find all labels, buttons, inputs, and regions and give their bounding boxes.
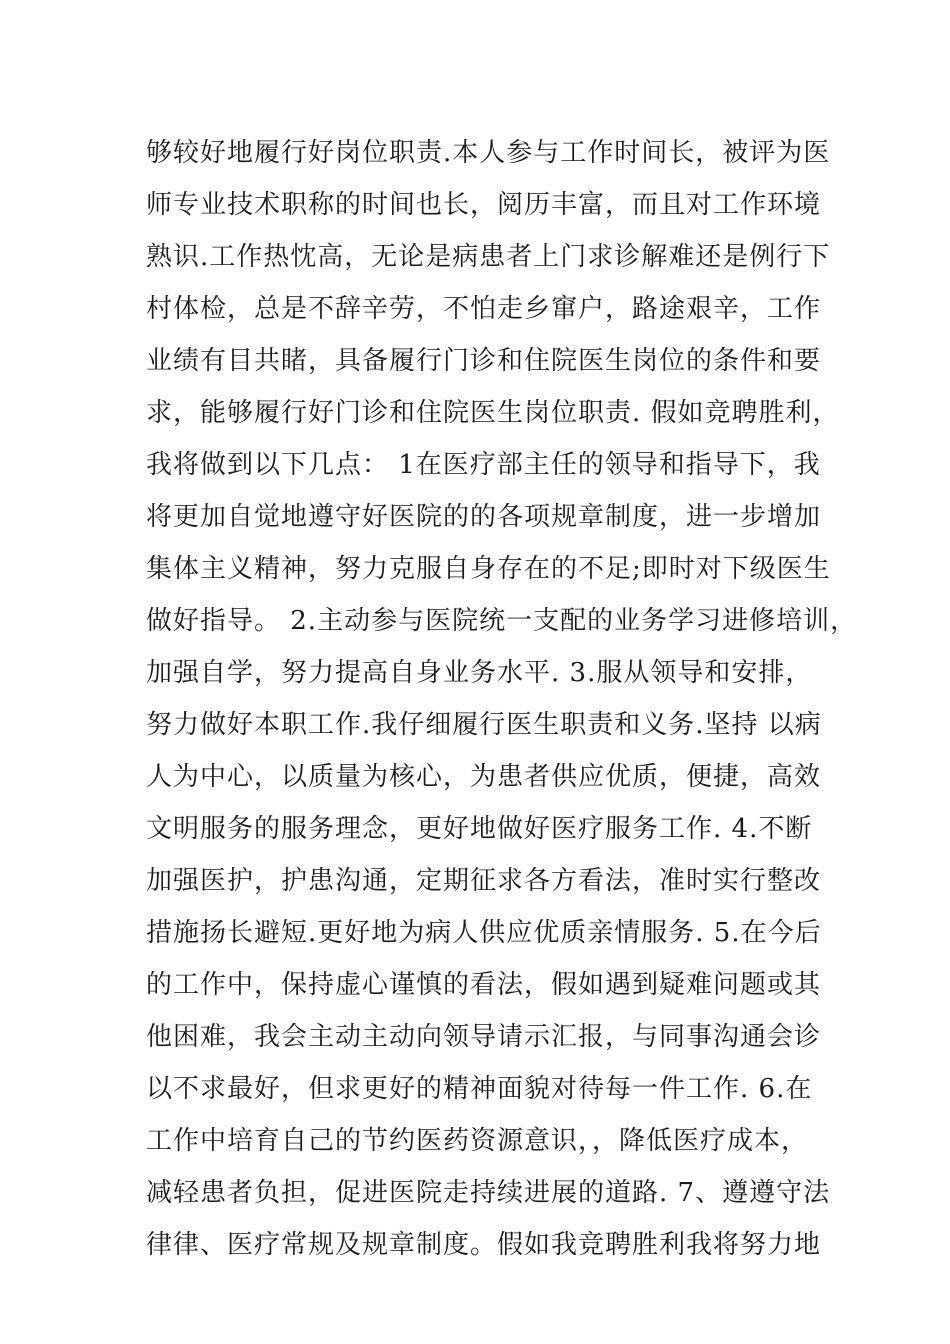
- text-line: 加强自学，努力提高自身业务水平. 3.服从领导和安排，: [146, 658, 813, 688]
- text-line: 文明服务的服务理念，更好地做好医疗服务工作. 4.不断: [146, 814, 813, 844]
- text-line: 我将做到以下几点： 1在医疗部主任的领导和指导下，我: [146, 450, 821, 480]
- text-line: 村体检，总是不辞辛劳，不怕走乡窜户，路途艰辛，工作: [146, 294, 822, 324]
- text-line: 够较好地履行好岗位职责.本人参与工作时间长，被评为医: [146, 138, 831, 168]
- text-line: 加强医护，护患沟通，定期征求各方看法，准时实行整改: [146, 866, 822, 896]
- text-line: 减轻患者负担，促进医院走持续进展的道路. 7、遵遵守法: [146, 1178, 831, 1208]
- text-line: 努力做好本职工作.我仔细履行医生职责和义务.坚持 以病: [146, 710, 822, 740]
- text-line: 律律、医疗常规及规章制度。假如我竞聘胜利我将努力地: [146, 1230, 822, 1260]
- text-line: 的工作中，保持虚心谨慎的看法，假如遇到疑难问题或其: [146, 970, 822, 1000]
- text-line: 求，能够履行好门诊和住院医生岗位职责. 假如竞聘胜利，: [146, 398, 840, 428]
- text-line: 将更加自觉地遵守好医院的的各项规章制度，进一步增加: [146, 502, 822, 532]
- text-line: 以不求最好，但求更好的精神面貌对待每一件工作. 6.在: [146, 1074, 813, 1104]
- text-line: 做好指导。 2.主动参与医院统一支配的业务学习进修培训，: [146, 606, 858, 636]
- text-line: 业绩有目共睹，具备履行门诊和住院医生岗位的条件和要: [146, 346, 822, 376]
- text-line: 他困难，我会主动主动向领导请示汇报，与同事沟通会诊: [146, 1022, 822, 1052]
- text-line: 师专业技术职称的时间也长，阅历丰富，而且对工作环境: [146, 190, 822, 220]
- text-line: 集体主义精神，努力克服自身存在的不足;即时对下级医生: [146, 554, 831, 584]
- text-line: 工作中培育自己的节约医药资源意识，，降低医疗成本，: [146, 1126, 809, 1156]
- text-line: 熟识.工作热忱高，无论是病患者上门求诊解难还是例行下: [146, 242, 831, 272]
- body-paragraph: [146, 127, 858, 1271]
- text-line: 措施扬长避短.更好地为病人供应优质亲情服务. 5.在今后: [146, 918, 822, 948]
- text-line: 人为中心，以质量为核心，为患者供应优质，便捷，高效: [146, 762, 822, 792]
